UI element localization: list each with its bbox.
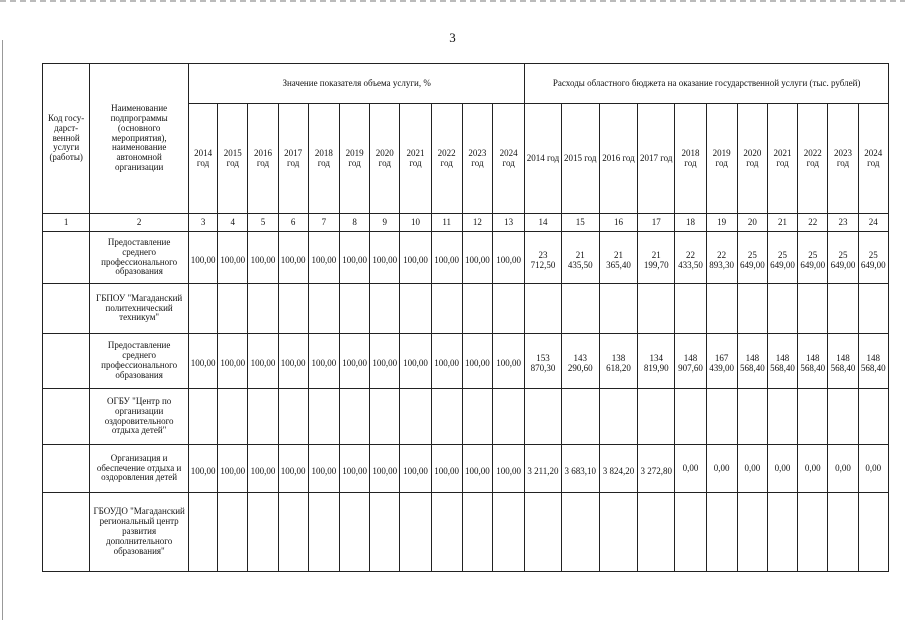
volume-value <box>400 284 431 334</box>
volume-year-header: 2019 год <box>339 104 369 214</box>
budget-year-header: 2022 год <box>798 104 828 214</box>
budget-value <box>767 284 797 334</box>
volume-value: 100,00 <box>431 334 462 389</box>
row-code <box>43 389 90 445</box>
column-number: 20 <box>737 214 767 232</box>
budget-value: 0,00 <box>675 445 706 493</box>
volume-year-header: 2018 год <box>308 104 339 214</box>
volume-value: 100,00 <box>308 445 339 493</box>
row-name: ГБПОУ "Магаданский политехнический техникум" <box>90 284 189 334</box>
volume-value <box>462 284 492 334</box>
row-name: Организация и обеспечение отдыха и оздоровления детей <box>90 445 189 493</box>
page-number: 3 <box>449 30 456 45</box>
volume-value: 100,00 <box>308 232 339 284</box>
budget-value <box>638 493 675 572</box>
budget-value <box>525 284 561 334</box>
budget-value <box>561 389 599 445</box>
row-code <box>43 284 90 334</box>
column-number: 16 <box>599 214 637 232</box>
budget-value <box>767 493 797 572</box>
volume-value: 100,00 <box>188 232 217 284</box>
volume-year-header: 2021 год <box>400 104 431 214</box>
volume-value: 100,00 <box>278 334 308 389</box>
volume-value: 100,00 <box>462 445 492 493</box>
budget-value: 21 365,40 <box>599 232 637 284</box>
volume-value <box>278 284 308 334</box>
volume-year-header: 2014 год <box>188 104 217 214</box>
volume-value <box>370 389 400 445</box>
volume-year-header: 2015 год <box>218 104 248 214</box>
header-budget-group: Расходы областного бюджета на оказание государственной услуги (тыс. рублей) <box>525 64 889 104</box>
volume-value: 100,00 <box>339 445 369 493</box>
budget-value: 167 439,00 <box>706 334 737 389</box>
row-code <box>43 334 90 389</box>
budget-value: 0,00 <box>858 445 888 493</box>
volume-value <box>492 493 524 572</box>
column-number: 12 <box>462 214 492 232</box>
volume-value: 100,00 <box>278 445 308 493</box>
budget-value <box>767 389 797 445</box>
volume-value: 100,00 <box>218 334 248 389</box>
volume-value <box>462 389 492 445</box>
budget-value: 25 649,00 <box>767 232 797 284</box>
table-row <box>43 445 889 493</box>
volume-value <box>218 389 248 445</box>
volume-value <box>218 284 248 334</box>
column-number: 23 <box>828 214 858 232</box>
header-name: Наименование подпрограммы (основного мероприятия), наименование автономной организации <box>90 64 189 214</box>
budget-value: 148 568,40 <box>798 334 828 389</box>
budget-value <box>737 284 767 334</box>
volume-year-header: 2017 год <box>278 104 308 214</box>
volume-year-header: 2024 год <box>492 104 524 214</box>
budget-value <box>675 493 706 572</box>
budget-value: 22 433,50 <box>675 232 706 284</box>
budget-value <box>737 493 767 572</box>
volume-value: 100,00 <box>248 232 278 284</box>
column-number: 24 <box>858 214 888 232</box>
budget-value: 0,00 <box>798 445 828 493</box>
volume-value <box>248 389 278 445</box>
volume-value <box>339 389 369 445</box>
budget-value: 3 211,20 <box>525 445 561 493</box>
budget-value: 153 870,30 <box>525 334 561 389</box>
volume-value: 100,00 <box>188 334 217 389</box>
volume-value: 100,00 <box>370 232 400 284</box>
column-number: 13 <box>492 214 524 232</box>
budget-value: 25 649,00 <box>828 232 858 284</box>
budget-year-header: 2021 год <box>767 104 797 214</box>
column-number: 18 <box>675 214 706 232</box>
volume-value: 100,00 <box>278 232 308 284</box>
volume-value: 100,00 <box>462 334 492 389</box>
volume-value <box>431 493 462 572</box>
budget-value <box>638 389 675 445</box>
budget-value: 0,00 <box>828 445 858 493</box>
budget-value: 23 712,50 <box>525 232 561 284</box>
column-number: 6 <box>278 214 308 232</box>
column-number: 9 <box>370 214 400 232</box>
budget-value <box>828 493 858 572</box>
scan-edge-top <box>0 0 905 2</box>
volume-value: 100,00 <box>492 232 524 284</box>
budget-value: 0,00 <box>706 445 737 493</box>
volume-value <box>308 389 339 445</box>
volume-value <box>339 284 369 334</box>
budget-value <box>599 284 637 334</box>
budget-year-header: 2017 год <box>638 104 675 214</box>
volume-value: 100,00 <box>188 445 217 493</box>
volume-value <box>370 493 400 572</box>
budget-value: 3 824,20 <box>599 445 637 493</box>
volume-value <box>492 284 524 334</box>
volume-value: 100,00 <box>339 232 369 284</box>
column-number: 14 <box>525 214 561 232</box>
table-row <box>43 232 889 284</box>
column-number: 5 <box>248 214 278 232</box>
table-row <box>43 284 889 334</box>
budget-value <box>599 389 637 445</box>
row-code <box>43 445 90 493</box>
column-number: 3 <box>188 214 217 232</box>
volume-value: 100,00 <box>370 334 400 389</box>
column-number: 11 <box>431 214 462 232</box>
budget-value <box>828 284 858 334</box>
budget-value: 148 568,40 <box>737 334 767 389</box>
volume-value: 100,00 <box>308 334 339 389</box>
column-number-row <box>43 214 889 232</box>
row-name: ГБОУДО "Магаданский региональный центр развития дополнительного образования" <box>90 493 189 572</box>
volume-value <box>218 493 248 572</box>
budget-value <box>737 389 767 445</box>
budget-value <box>525 493 561 572</box>
volume-year-header: 2023 год <box>462 104 492 214</box>
row-name: ОГБУ "Центр по организации оздоровительного отдыха детей" <box>90 389 189 445</box>
column-number: 10 <box>400 214 431 232</box>
budget-value <box>828 389 858 445</box>
budget-value <box>858 389 888 445</box>
scan-edge-left <box>2 40 3 620</box>
budget-value: 25 649,00 <box>737 232 767 284</box>
budget-year-header: 2019 год <box>706 104 737 214</box>
header-code: Код госу-дарст-венной услуги (работы) <box>43 64 90 214</box>
budget-value <box>858 493 888 572</box>
volume-year-header: 2020 год <box>370 104 400 214</box>
row-code <box>43 493 90 572</box>
volume-value: 100,00 <box>400 232 431 284</box>
budget-value <box>675 284 706 334</box>
budget-value: 0,00 <box>767 445 797 493</box>
volume-value <box>370 284 400 334</box>
budget-value <box>798 389 828 445</box>
volume-value: 100,00 <box>370 445 400 493</box>
budget-value <box>561 284 599 334</box>
budget-value <box>706 389 737 445</box>
volume-value <box>248 284 278 334</box>
volume-value <box>308 493 339 572</box>
budget-value: 22 893,30 <box>706 232 737 284</box>
services-table <box>42 63 889 572</box>
volume-value: 100,00 <box>492 445 524 493</box>
column-number: 22 <box>798 214 828 232</box>
volume-value: 100,00 <box>248 445 278 493</box>
volume-value <box>431 284 462 334</box>
column-number: 8 <box>339 214 369 232</box>
volume-value: 100,00 <box>431 445 462 493</box>
budget-year-header: 2016 год <box>599 104 637 214</box>
volume-value <box>431 389 462 445</box>
budget-value: 148 568,40 <box>828 334 858 389</box>
budget-value <box>798 284 828 334</box>
row-name: Предоставление среднего профессионального образования <box>90 334 189 389</box>
volume-value <box>278 389 308 445</box>
budget-year-header: 2018 год <box>675 104 706 214</box>
budget-value: 3 683,10 <box>561 445 599 493</box>
budget-value: 3 272,80 <box>638 445 675 493</box>
volume-value <box>339 493 369 572</box>
column-number: 2 <box>90 214 189 232</box>
volume-value: 100,00 <box>218 445 248 493</box>
table-row <box>43 334 889 389</box>
volume-value <box>278 493 308 572</box>
column-number: 15 <box>561 214 599 232</box>
row-name: Предоставление среднего профессионального образования <box>90 232 189 284</box>
volume-value <box>248 493 278 572</box>
column-number: 21 <box>767 214 797 232</box>
budget-value: 21 199,70 <box>638 232 675 284</box>
header-row-group <box>43 64 889 104</box>
budget-value <box>638 284 675 334</box>
volume-value: 100,00 <box>218 232 248 284</box>
volume-value: 100,00 <box>400 445 431 493</box>
column-number: 19 <box>706 214 737 232</box>
budget-value: 148 568,40 <box>858 334 888 389</box>
volume-value <box>188 493 217 572</box>
budget-year-header: 2014 год <box>525 104 561 214</box>
row-code <box>43 232 90 284</box>
volume-value <box>308 284 339 334</box>
budget-value <box>525 389 561 445</box>
volume-value: 100,00 <box>492 334 524 389</box>
volume-value: 100,00 <box>462 232 492 284</box>
column-number: 17 <box>638 214 675 232</box>
budget-value: 0,00 <box>737 445 767 493</box>
budget-value: 134 819,90 <box>638 334 675 389</box>
volume-value <box>400 493 431 572</box>
header-volume-group: Значение показателя объема услуги, % <box>188 64 524 104</box>
volume-year-header: 2016 год <box>248 104 278 214</box>
budget-value: 21 435,50 <box>561 232 599 284</box>
volume-value <box>400 389 431 445</box>
budget-value: 25 649,00 <box>798 232 828 284</box>
volume-value: 100,00 <box>400 334 431 389</box>
budget-year-header: 2024 год <box>858 104 888 214</box>
volume-value: 100,00 <box>431 232 462 284</box>
budget-year-header: 2020 год <box>737 104 767 214</box>
budget-value <box>675 389 706 445</box>
budget-year-header: 2015 год <box>561 104 599 214</box>
volume-value: 100,00 <box>248 334 278 389</box>
budget-value: 138 618,20 <box>599 334 637 389</box>
budget-value <box>798 493 828 572</box>
budget-year-header: 2023 год <box>828 104 858 214</box>
column-number: 7 <box>308 214 339 232</box>
budget-value: 148 907,60 <box>675 334 706 389</box>
budget-value <box>561 493 599 572</box>
budget-value <box>706 284 737 334</box>
column-number: 1 <box>43 214 90 232</box>
table-row <box>43 389 889 445</box>
column-number: 4 <box>218 214 248 232</box>
volume-year-header: 2022 год <box>431 104 462 214</box>
table-row <box>43 493 889 572</box>
budget-value: 25 649,00 <box>858 232 888 284</box>
budget-value: 143 290,60 <box>561 334 599 389</box>
volume-value <box>492 389 524 445</box>
budget-value <box>858 284 888 334</box>
volume-value <box>188 284 217 334</box>
budget-value <box>706 493 737 572</box>
budget-value: 148 568,40 <box>767 334 797 389</box>
volume-value <box>462 493 492 572</box>
budget-value <box>599 493 637 572</box>
volume-value: 100,00 <box>339 334 369 389</box>
volume-value <box>188 389 217 445</box>
